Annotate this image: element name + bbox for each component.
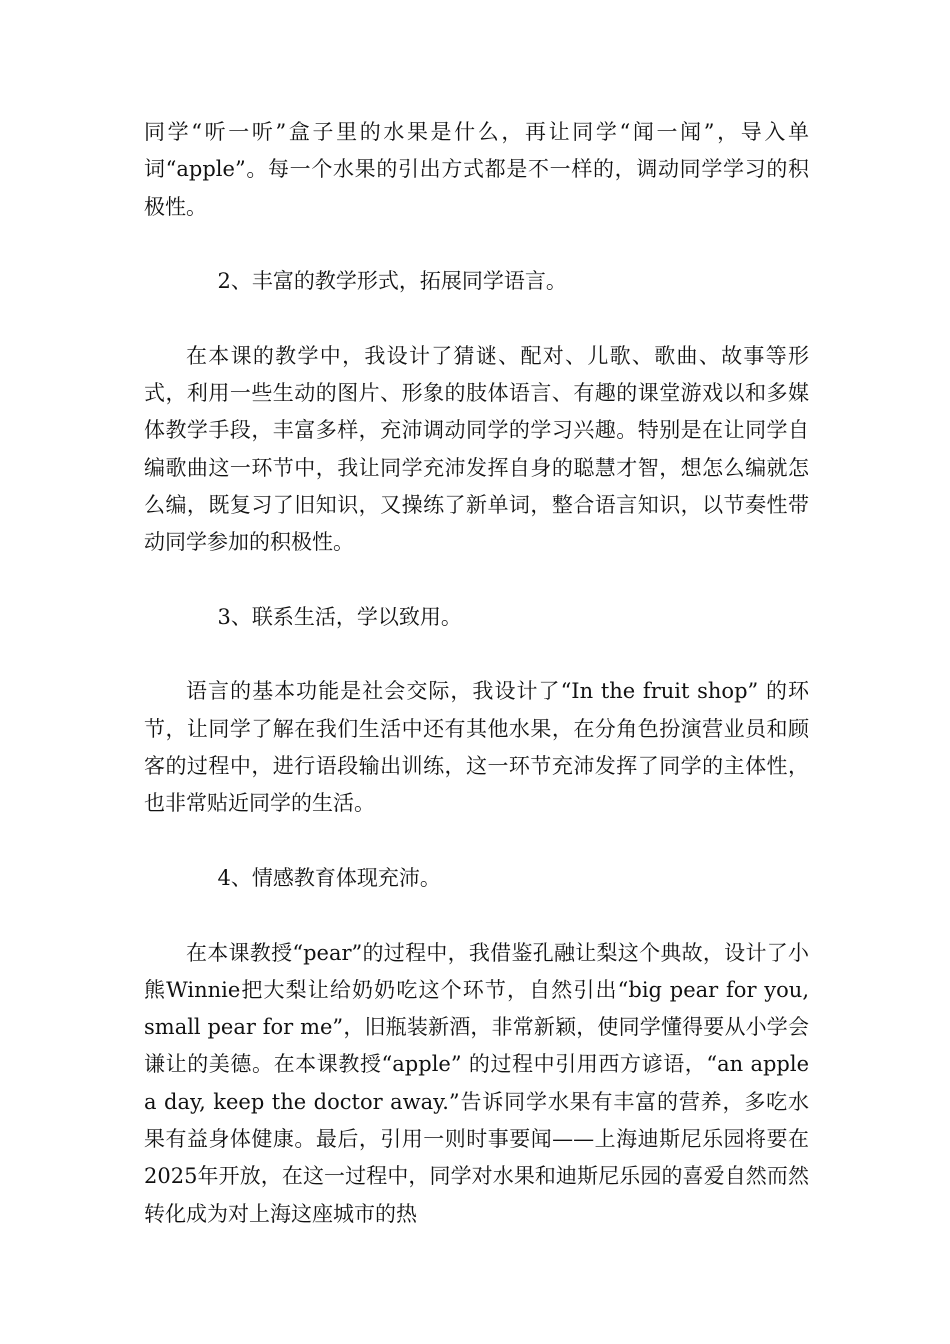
paragraph-teaching-forms: 在本课的教学中，我设计了猜谜、配对、儿歌、歌曲、故事等形式，利用一些生动的图片、形象的肢体语言、有趣的课堂游戏以和多媒体教学手段，丰富多样，充沛调动同学的学习兴趣。特别是在让同学自编歌曲这一环节中，我让同学充沛发挥自身的聪慧才智，想怎么编就怎么编，既复习了旧知识，又操练了新单词，整合语言知识，以节奏性带动同学参加的积极性。 bbox=[144, 343, 809, 555]
paragraph-life-connection: 语言的基本功能是社会交际，我设计了“In the fruit shop” 的环节，让同学了解在我们生活中还有其他水果，在分角色扮演营业员和顾客的过程中，进行语段输出训练，这一环节充沛发挥了同学的主体性，也非常贴近同学的生活。 bbox=[144, 679, 809, 816]
paragraph-spacer bbox=[144, 823, 809, 860]
paragraph-emotional-education: 在本课教授“pear”的过程中，我借鉴孔融让梨这个典故，设计了小熊Winnie把大梨让给奶奶吃这个环节，自然引出“big pear for you, small pear for me”，旧瓶装新酒，非常新颖，使同学懂得要从小学会谦让的美德。在本课教授“apple” 的过程中引用西方谚语，“an apple a day, keep the doctor away.”告诉同学水果有丰富的营养，多吃水果有益身体健康。最后，引用一则时事要闻——上海迪斯尼乐园将要在2025年开放，在这一过程中，同学对水果和迪斯尼乐园的喜爱自然而然转化成为对上海这座城市的热 bbox=[144, 940, 809, 1226]
document-body bbox=[144, 114, 809, 1233]
paragraph-spacer bbox=[144, 226, 809, 263]
section-heading-2: 2、丰富的教学形式，拓展同学语言。 bbox=[217, 269, 567, 294]
section-heading-4: 4、情感教育体现充沛。 bbox=[217, 865, 441, 890]
paragraph-spacer bbox=[144, 897, 809, 934]
paragraph-spacer bbox=[144, 300, 809, 337]
paragraph-spacer bbox=[144, 562, 809, 599]
paragraph-intro-continuation: 同学“听一听”盒子里的水果是什么，再让同学“闻一闻”，导入单词“apple”。每一个水果的引出方式都是不一样的，调动同学学习的积极性。 bbox=[144, 120, 809, 219]
section-heading-3: 3、联系生活，学以致用。 bbox=[217, 604, 462, 629]
paragraph-spacer bbox=[144, 636, 809, 673]
